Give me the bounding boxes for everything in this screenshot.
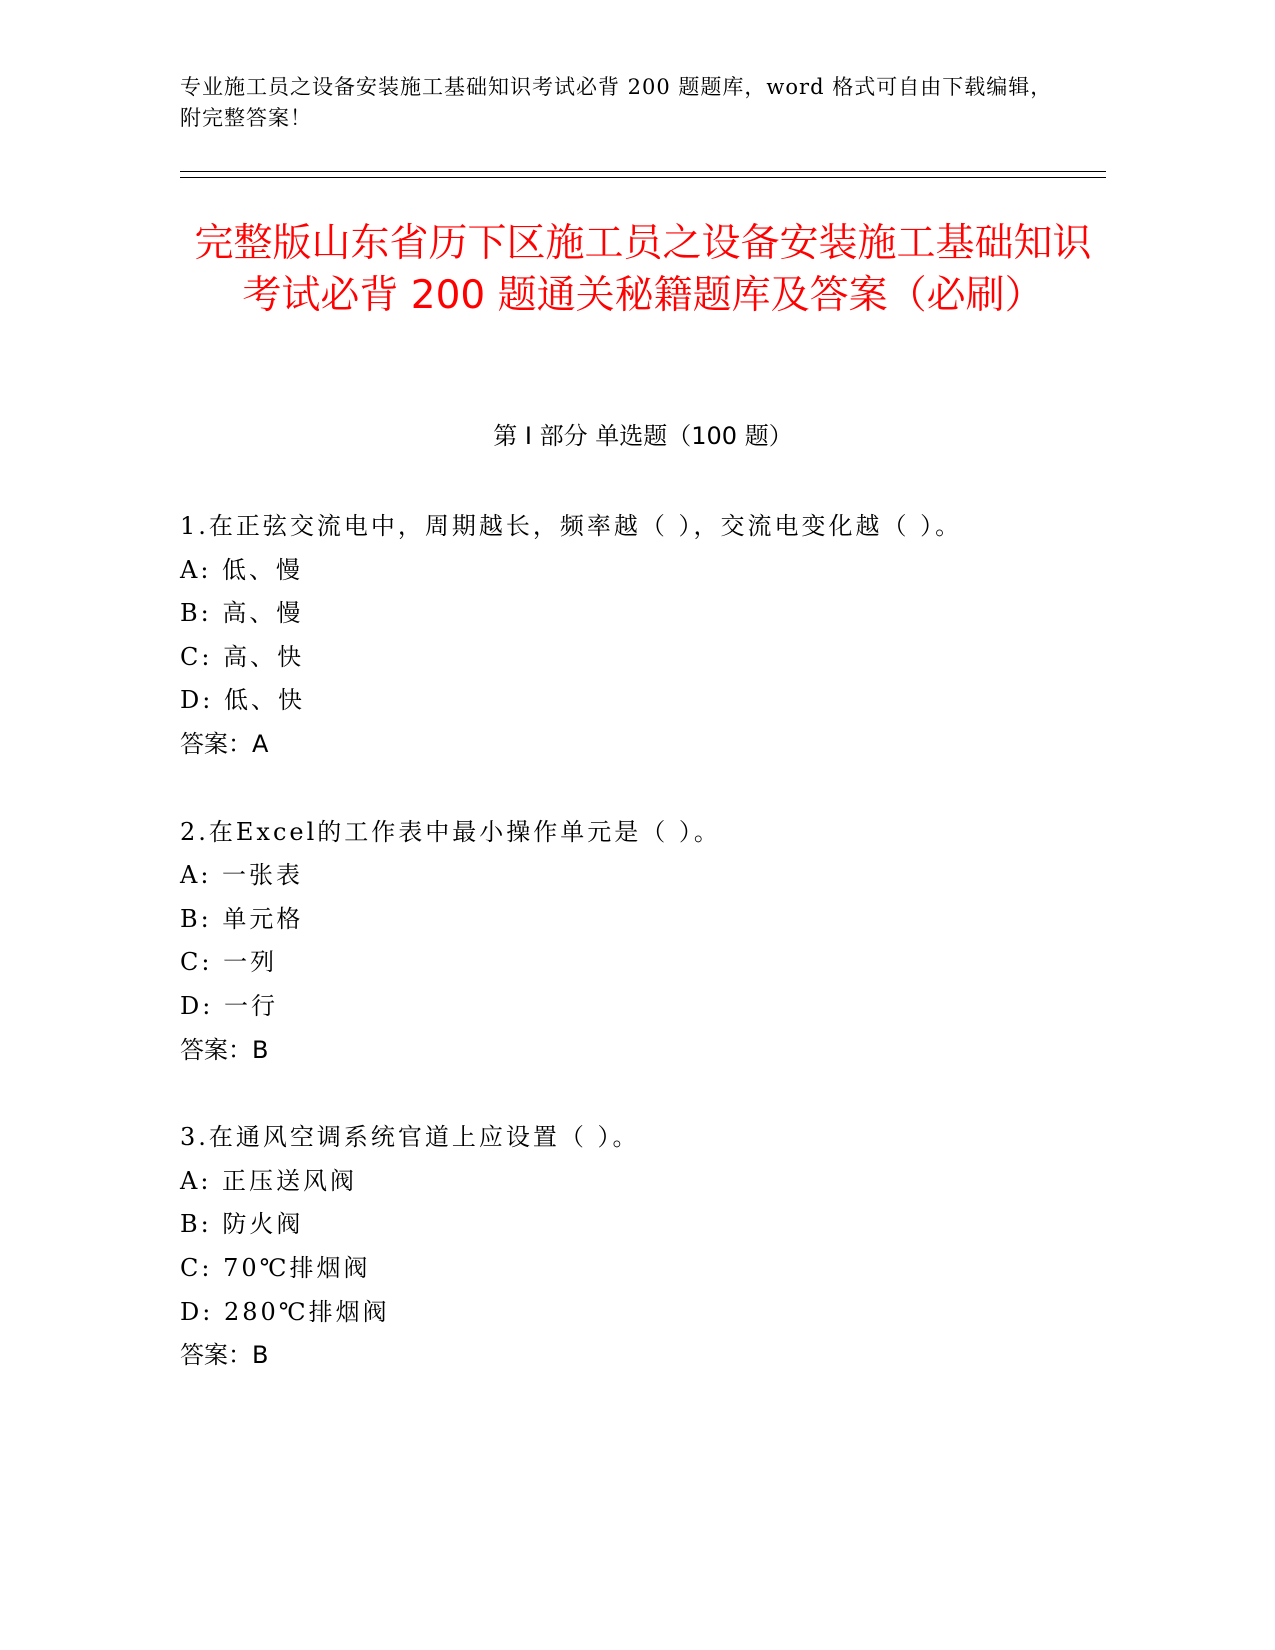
option-b: B: 防火阀 (180, 1210, 304, 1239)
option-c: C: 一列 (180, 948, 278, 977)
option-d: D: 低、快 (180, 686, 305, 715)
option-c: C: 高、快 (180, 642, 305, 671)
option-a: A: 正压送风阀 (180, 1166, 358, 1195)
header-note: 专业施工员之设备安装施工基础知识考试必背 200 题题库，word 格式可自由下载编辑，附完整答案！ (180, 75, 1053, 130)
question-list (180, 505, 1106, 1422)
option-c: C: 70℃排烟阀 (180, 1253, 371, 1282)
option-d: D: 280℃排烟阀 (180, 1297, 390, 1326)
option-a: A: 低、慢 (180, 555, 304, 584)
header-divider-top (180, 171, 1106, 172)
question-stem: 1.在正弦交流电中，周期越长，频率越（ ），交流电变化越（ ）。 (180, 512, 963, 540)
question-2 (180, 811, 1106, 1073)
answer-line: 答案：B (180, 1341, 269, 1370)
question-stem: 2.在Excel的工作表中最小操作单元是（ ）。 (180, 817, 721, 846)
option-b: B: 高、慢 (180, 599, 304, 628)
option-a: A: 一张表 (180, 861, 304, 890)
header-divider-bottom (180, 177, 1106, 178)
section-heading: 第 I 部分 单选题（100 题） (493, 422, 793, 450)
question-stem: 3.在通风空调系统官道上应设置（ ）。 (180, 1123, 640, 1152)
option-b: B: 单元格 (180, 904, 304, 933)
answer-line: 答案：A (180, 729, 269, 758)
option-d: D: 一行 (180, 991, 278, 1020)
document-title: 完整版山东省历下区施工员之设备安装施工基础知识考试必背 200 题通关秘籍题库及答案（必刷） (194, 221, 1092, 318)
answer-line: 答案：B (180, 1035, 269, 1064)
question-3 (180, 1116, 1106, 1378)
question-1 (180, 505, 1106, 767)
